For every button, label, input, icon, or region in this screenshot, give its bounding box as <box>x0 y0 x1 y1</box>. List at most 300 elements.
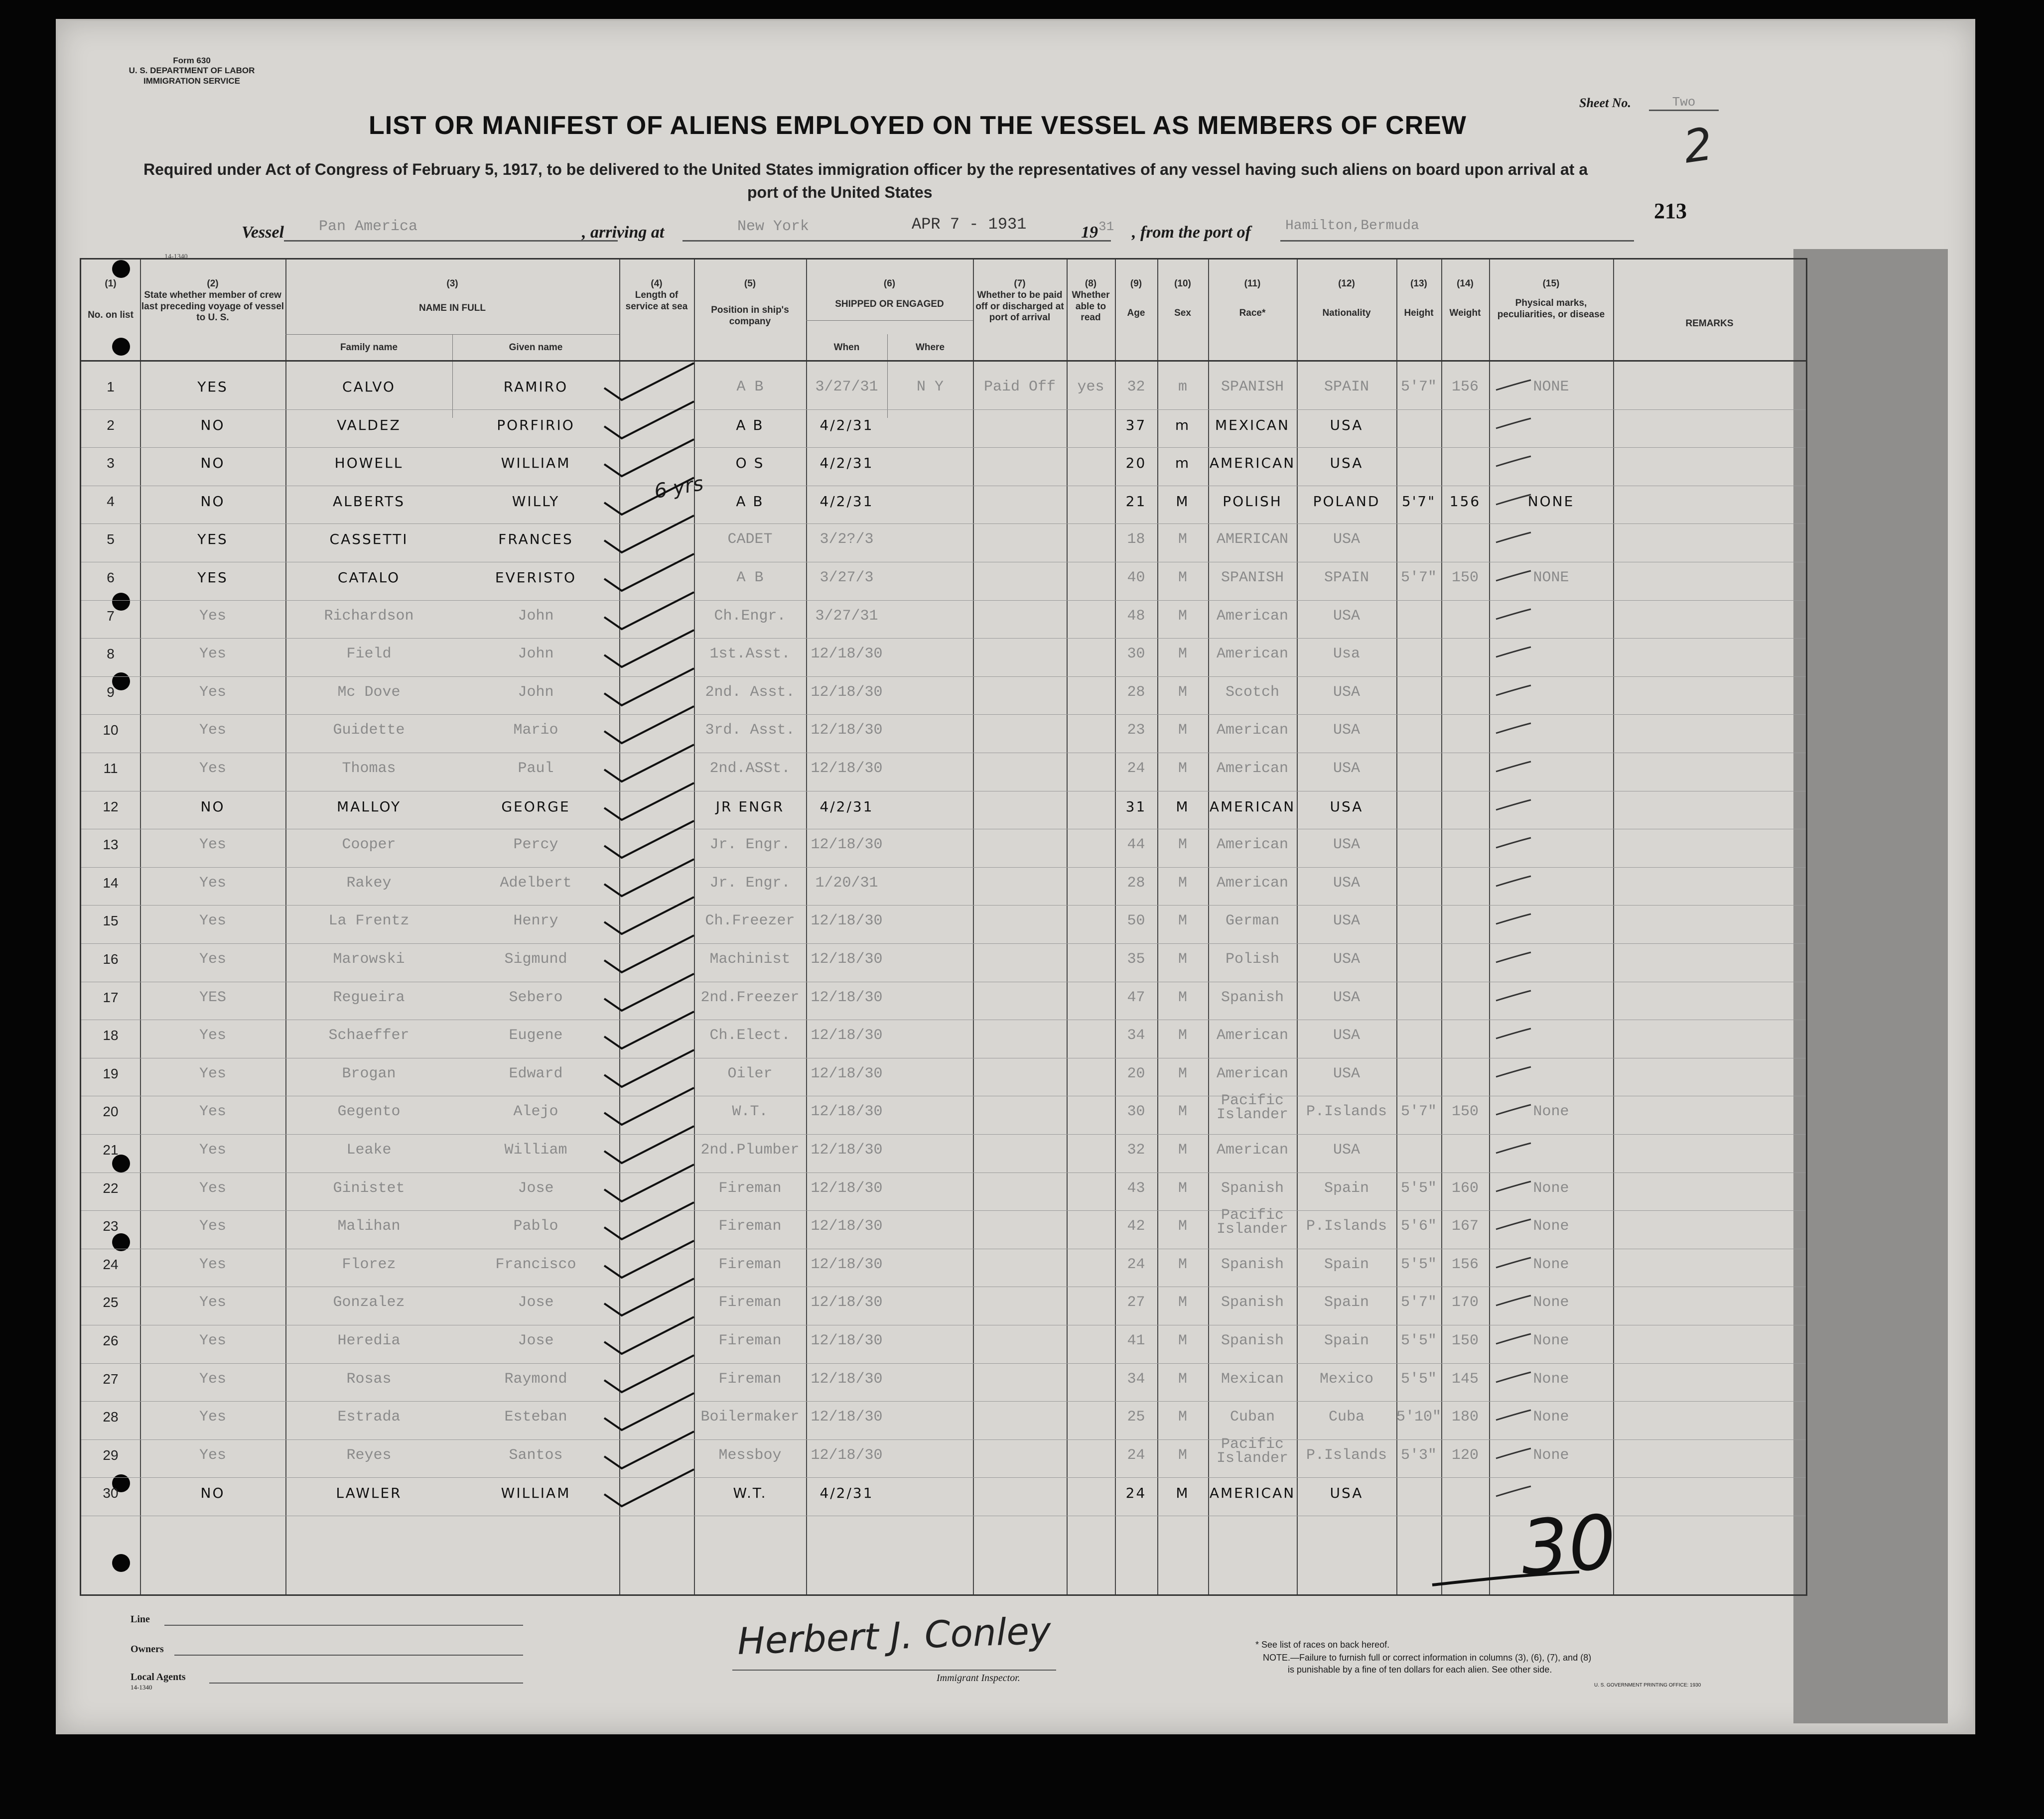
cell-race: AMERICAN <box>1209 455 1296 472</box>
cell-weight: 150 <box>1451 1332 1479 1349</box>
cell-sex: M <box>1178 1370 1187 1388</box>
cell-nat: USA <box>1333 1142 1360 1159</box>
cell-marks: None <box>1533 1179 1569 1197</box>
cell-race: Spanish <box>1221 1256 1284 1273</box>
cell-given: John <box>518 683 554 701</box>
from-port-label: , from the port of <box>1132 223 1251 242</box>
penalty-note-1: NOTE.—Failure to furnish full or correct information in columns (3), (6), (7), and (8) <box>1263 1653 1592 1663</box>
cell-position: 2nd.Freezer <box>700 989 800 1006</box>
cell-given: Mario <box>513 722 558 739</box>
cell-prev: Yes <box>199 836 226 854</box>
marks-tick <box>1494 1140 1534 1160</box>
cell-nat: USA <box>1330 1485 1363 1502</box>
cell-no: 28 <box>103 1409 119 1425</box>
cell-race: American <box>1216 1142 1289 1159</box>
cell-prev: YES <box>197 531 228 548</box>
cell-no: 5 <box>107 531 115 547</box>
cell-race: Pacific Islander <box>1216 1435 1289 1467</box>
marks-tick <box>1494 1445 1534 1465</box>
cell-nat: USA <box>1333 1027 1360 1044</box>
year-value: 31 <box>1098 219 1114 234</box>
cell-when: 12/18/30 <box>811 1446 883 1464</box>
cell-prev: Yes <box>199 1142 226 1159</box>
cell-family: Rakey <box>346 874 392 892</box>
cell-position: JR ENGR <box>715 798 785 815</box>
cell-age: 27 <box>1127 1294 1145 1311</box>
cell-race: American <box>1216 646 1289 663</box>
cell-given: GEORGE <box>501 798 570 815</box>
cell-marks: None <box>1533 1370 1569 1388</box>
marks-tick <box>1494 1216 1534 1236</box>
cell-family: VALDEZ <box>337 416 401 433</box>
cell-family: Leake <box>346 1142 392 1159</box>
cell-given: RAMIRO <box>503 379 568 395</box>
cell-family: Heredia <box>337 1332 401 1349</box>
cell-family: Cooper <box>342 836 396 854</box>
cell-family: Marowski <box>333 951 405 968</box>
cell-nat: P.Islands <box>1306 1103 1387 1121</box>
cell-nat: Spain <box>1324 1179 1369 1197</box>
arriving-label: , arriving at <box>582 223 665 242</box>
cell-given: Paul <box>518 760 554 777</box>
cell-given: WILLIAM <box>501 455 571 472</box>
cell-age: 43 <box>1127 1179 1145 1197</box>
cell-weight: 156 <box>1451 1256 1479 1273</box>
service-label: IMMIGRATION SERVICE <box>143 76 240 86</box>
cell-race: German <box>1225 912 1280 930</box>
cell-nat: USA <box>1333 683 1360 701</box>
cell-weight: 156 <box>1449 493 1481 510</box>
cell-prev: Yes <box>199 951 226 968</box>
cell-nat: P.Islands <box>1306 1446 1387 1464</box>
cell-nat: SPAIN <box>1324 569 1369 586</box>
marks-tick <box>1494 873 1534 893</box>
marks-tick <box>1494 1483 1534 1503</box>
cell-marks: None <box>1533 1256 1569 1273</box>
cell-age: 35 <box>1127 951 1145 968</box>
marks-tick <box>1494 1331 1534 1351</box>
cell-when: 3/2?/3 <box>819 531 874 548</box>
cell-when: 12/18/30 <box>811 1103 883 1121</box>
form-id-block <box>102 56 281 86</box>
cell-no: 1 <box>107 379 115 394</box>
cell-no: 30 <box>103 1485 119 1501</box>
sheet-handwritten-number: 2 <box>1680 118 1716 174</box>
col-12-header: (12) Nationality <box>1322 278 1371 318</box>
cell-when: 1/20/31 <box>815 874 878 892</box>
cell-race: American <box>1216 722 1289 739</box>
cell-height: 5'7" <box>1400 569 1437 586</box>
cell-sex: M <box>1178 1065 1187 1082</box>
cell-prev: Yes <box>199 1218 226 1235</box>
cell-no: 18 <box>103 1028 119 1043</box>
marks-tick <box>1494 1407 1534 1427</box>
cell-no: 2 <box>107 417 115 433</box>
cell-no: 19 <box>103 1065 119 1081</box>
cell-age: 23 <box>1127 722 1145 739</box>
cell-position: W.T. <box>733 1485 767 1502</box>
cell-position: Fireman <box>718 1332 782 1349</box>
page-title: LIST OR MANIFEST OF ALIENS EMPLOYED ON THE VESSEL AS MEMBERS OF CREW <box>369 111 1467 140</box>
cell-no: 6 <box>107 570 115 585</box>
cell-given: WILLIAM <box>501 1485 571 1502</box>
cell-when: 12/18/30 <box>811 683 883 701</box>
cell-prev: Yes <box>199 1370 226 1388</box>
cell-when: 4/2/31 <box>819 455 874 472</box>
cell-age: 50 <box>1127 912 1145 930</box>
department-label: U. S. DEPARTMENT OF LABOR <box>129 66 255 76</box>
cell-when: 12/18/30 <box>811 646 883 663</box>
cell-when: 12/18/30 <box>811 1409 883 1426</box>
cell-height: 5'5" <box>1400 1370 1437 1388</box>
cell-height: 5'7" <box>1400 1294 1437 1311</box>
signature-caption: Immigrant Inspector. <box>937 1673 1020 1684</box>
cell-race: Mexican <box>1221 1370 1284 1388</box>
printer-imprint: U. S. GOVERNMENT PRINTING OFFICE: 1930 <box>1594 1683 1701 1688</box>
cell-prev: Yes <box>199 722 226 739</box>
cell-weight: 150 <box>1451 1103 1479 1121</box>
cell-family: Thomas <box>342 760 396 777</box>
cell-prev: YES <box>199 989 226 1006</box>
cell-family: ALBERTS <box>333 493 405 510</box>
cell-given: Edward <box>509 1065 563 1082</box>
cell-when: 12/18/30 <box>811 1065 883 1082</box>
cell-position: Fireman <box>718 1370 782 1388</box>
cell-age: 42 <box>1127 1218 1145 1235</box>
marks-tick <box>1494 1064 1534 1084</box>
crew-table <box>80 258 1807 1596</box>
cell-family: La Frentz <box>328 912 409 930</box>
cell-given: Percy <box>513 836 558 854</box>
cell-age: 41 <box>1127 1332 1145 1349</box>
cell-position: Ch.Freezer <box>705 912 795 930</box>
cell-given: Pablo <box>513 1218 558 1235</box>
cell-family: Schaeffer <box>328 1027 409 1044</box>
cell-position: A B <box>736 379 764 395</box>
col-3-header: (3) NAME IN FULL <box>418 278 486 313</box>
cell-nat: POLAND <box>1313 493 1380 510</box>
cell-given: Santos <box>509 1446 563 1464</box>
service-checkmark <box>599 1465 699 1510</box>
cell-position: Boilermaker <box>700 1409 800 1426</box>
cell-age: 47 <box>1127 989 1145 1006</box>
cell-given: PORFIRIO <box>497 416 575 433</box>
cell-marks: None <box>1533 1409 1569 1426</box>
cell-race: AMERICAN <box>1209 1485 1296 1502</box>
marks-tick <box>1494 720 1534 740</box>
marks-tick <box>1494 1255 1534 1275</box>
cell-no: 25 <box>103 1295 119 1310</box>
cell-age: 20 <box>1127 1065 1145 1082</box>
inspector-signature: Herbert J. Conley <box>736 1609 1052 1663</box>
cell-race: American <box>1216 1065 1289 1082</box>
where-header: Where <box>915 342 945 353</box>
cell-when: 12/18/30 <box>811 722 883 739</box>
cell-family: CATALO <box>337 569 401 586</box>
cell-age: 24 <box>1127 1256 1145 1273</box>
cell-position: Ch.Elect. <box>709 1027 791 1044</box>
cell-marks: None <box>1533 1294 1569 1311</box>
cell-nat: USA <box>1333 836 1360 854</box>
cell-when: 3/27/31 <box>815 607 878 625</box>
cell-prev: Yes <box>199 1446 226 1464</box>
cell-given: Esteban <box>504 1409 567 1426</box>
cell-height: 5'7" <box>1400 1103 1437 1121</box>
cell-family: Gonzalez <box>333 1294 405 1311</box>
cell-sex: M <box>1178 989 1187 1006</box>
col-11-header: (11) Race* <box>1239 278 1266 318</box>
cell-given: FRANCES <box>498 531 573 548</box>
cell-nat: USA <box>1333 722 1360 739</box>
cell-sex: M <box>1176 798 1190 815</box>
cell-prev: Yes <box>199 874 226 892</box>
cell-weight: 160 <box>1451 1179 1479 1197</box>
cell-prev: Yes <box>199 760 226 777</box>
cell-race: Spanish <box>1221 1332 1284 1349</box>
cell-sex: M <box>1178 1256 1187 1273</box>
cell-prev: Yes <box>199 1027 226 1044</box>
cell-prev: Yes <box>199 1332 226 1349</box>
cell-when: 4/2/31 <box>819 1485 874 1502</box>
cell-nat: SPAIN <box>1324 379 1369 395</box>
cell-when: 12/18/30 <box>811 1332 883 1349</box>
cell-prev: Yes <box>199 1179 226 1197</box>
cell-marks: NONE <box>1533 379 1569 395</box>
cell-weight: 170 <box>1451 1294 1479 1311</box>
cell-age: 30 <box>1127 646 1145 663</box>
cell-given: Henry <box>513 912 558 930</box>
cell-given: Francisco <box>495 1256 576 1273</box>
local-agents-label: Local Agents <box>131 1672 186 1683</box>
cell-sex: M <box>1178 569 1187 586</box>
subtitle-line-2: port of the United States <box>747 183 933 201</box>
cell-race: Polish <box>1225 951 1280 968</box>
cell-no: 3 <box>107 455 115 471</box>
cell-nat: Spain <box>1324 1332 1369 1349</box>
cell-age: 24 <box>1127 1446 1145 1464</box>
cell-position: Fireman <box>718 1294 782 1311</box>
cell-given: William <box>504 1142 567 1159</box>
cell-prev: NO <box>200 798 225 815</box>
cell-marks: None <box>1533 1218 1569 1235</box>
cell-read: yes <box>1077 379 1104 395</box>
cell-when: 12/18/30 <box>811 1294 883 1311</box>
cell-position: 2nd.Plumber <box>700 1142 800 1159</box>
cell-no: 22 <box>103 1180 119 1196</box>
cell-position: Ch.Engr. <box>714 607 786 625</box>
cell-age: 34 <box>1127 1370 1145 1388</box>
cell-when: 12/18/30 <box>811 760 883 777</box>
cell-marks: None <box>1533 1446 1569 1464</box>
cell-position: Fireman <box>718 1256 782 1273</box>
cell-no: 29 <box>103 1447 119 1463</box>
cell-family: LAWLER <box>336 1485 402 1502</box>
cell-race: American <box>1216 607 1289 625</box>
cell-given: Jose <box>518 1179 554 1197</box>
marks-tick <box>1494 1178 1534 1198</box>
cell-nat: Usa <box>1333 646 1360 663</box>
cell-family: CASSETTI <box>329 531 409 548</box>
cell-position: Jr. Engr. <box>709 836 791 854</box>
arrival-port: New York <box>682 218 922 242</box>
cell-nat: USA <box>1333 874 1360 892</box>
marks-tick <box>1494 529 1534 549</box>
cell-given: Sigmund <box>504 951 567 968</box>
cell-age: 37 <box>1125 416 1147 433</box>
cell-nat: USA <box>1333 1065 1360 1082</box>
cell-sex: M <box>1178 683 1187 701</box>
cell-given: Raymond <box>504 1370 567 1388</box>
cell-when: 12/18/30 <box>811 912 883 930</box>
cell-given: Jose <box>518 1294 554 1311</box>
cell-height: 5'7" <box>1401 493 1436 510</box>
cell-sex: M <box>1178 1332 1187 1349</box>
col-10-header: (10) Sex <box>1174 278 1191 318</box>
cell-no: 10 <box>103 722 119 738</box>
cell-position: 2nd. Asst. <box>705 683 795 701</box>
cell-height: 5'3" <box>1400 1446 1437 1464</box>
cell-position: Oiler <box>727 1065 773 1082</box>
cell-family: Ginistet <box>333 1179 405 1197</box>
cell-nat: USA <box>1330 416 1363 433</box>
cell-height: 5'7" <box>1400 379 1437 395</box>
cell-position: Fireman <box>718 1218 782 1235</box>
cell-prev: Yes <box>199 607 226 625</box>
cell-nat: USA <box>1333 607 1360 625</box>
backing-sheet-edge <box>1793 249 1948 1723</box>
cell-sex: M <box>1178 607 1187 625</box>
form-number: Form 630 <box>173 56 211 65</box>
cell-height: 5'5" <box>1400 1332 1437 1349</box>
cell-no: 11 <box>103 761 118 776</box>
cell-position: O S <box>735 455 765 472</box>
cell-weight: 145 <box>1451 1370 1479 1388</box>
cell-position: A B <box>736 569 764 586</box>
sheet-label: Sheet No. <box>1579 96 1631 110</box>
marks-tick <box>1494 644 1534 664</box>
cell-no: 15 <box>103 913 119 929</box>
col-14-header: (14) Weight <box>1449 278 1481 318</box>
owners-label: Owners <box>131 1644 164 1655</box>
cell-age: 28 <box>1127 683 1145 701</box>
cell-family: Estrada <box>337 1409 401 1426</box>
cell-age: 32 <box>1127 379 1145 395</box>
marks-tick <box>1494 797 1534 817</box>
cell-age: 31 <box>1125 798 1147 815</box>
cell-prev: Yes <box>199 1294 226 1311</box>
marks-tick <box>1494 568 1534 588</box>
cell-age: 18 <box>1127 531 1145 548</box>
stamp-number: 213 <box>1654 199 1687 223</box>
cell-given: John <box>518 607 554 625</box>
col-9-header: (9) Age <box>1127 278 1145 318</box>
col-6-header: (6) SHIPPED OR ENGAGED <box>835 278 944 309</box>
cell-no: 27 <box>103 1371 119 1387</box>
cell-position: 1st.Asst. <box>709 646 791 663</box>
cell-family: Gegento <box>337 1103 401 1121</box>
cell-family: Malihan <box>337 1218 401 1235</box>
cell-age: 20 <box>1125 455 1147 472</box>
cell-nat: USA <box>1333 912 1360 930</box>
cell-family: Rosas <box>346 1370 392 1388</box>
cell-sex: m <box>1175 416 1191 433</box>
cell-sex: M <box>1178 836 1187 854</box>
cell-race: American <box>1216 760 1289 777</box>
col-13-header: (13) Height <box>1404 278 1434 318</box>
cell-nat: USA <box>1333 989 1360 1006</box>
col-4-header: (4) Length of service at sea <box>625 278 688 312</box>
line-label: Line <box>131 1614 150 1625</box>
cell-marks: NONE <box>1533 569 1569 586</box>
cell-prev: YES <box>197 569 228 586</box>
form-code: 14-1340 <box>164 253 188 260</box>
marks-tick <box>1494 835 1534 855</box>
subtitle-line-1: Required under Act of Congress of February 5, 1917, to be delivered to the United States immigration officer by the representatives of any vessel having such aliens on board upon arrival at a <box>143 160 1588 178</box>
cell-nat: Mexico <box>1319 1370 1374 1388</box>
penalty-note-2: is punishable by a fine of ten dollars for each alien. See other side. <box>1288 1665 1552 1675</box>
cell-no: 26 <box>103 1333 119 1348</box>
cell-no: 12 <box>103 798 119 814</box>
cell-when: 3/27/31 <box>815 379 878 395</box>
cell-family: Regueira <box>333 989 405 1006</box>
cell-sex: M <box>1178 1409 1187 1426</box>
cell-nat: USA <box>1330 455 1363 472</box>
marks-tick <box>1494 1026 1534 1045</box>
cell-race: Spanish <box>1221 1179 1284 1197</box>
cell-when: 12/18/30 <box>811 1179 883 1197</box>
departure-port: Hamilton,Bermuda <box>1280 218 1634 242</box>
cell-nat: Cuba <box>1328 1409 1364 1426</box>
marks-tick <box>1494 415 1534 435</box>
cell-family: Richardson <box>324 607 414 625</box>
cell-when: 3/27/3 <box>819 569 874 586</box>
marks-tick <box>1494 1369 1534 1389</box>
cell-marks: None <box>1533 1332 1569 1349</box>
cell-prev: Yes <box>199 1103 226 1121</box>
cell-height: 5'5" <box>1400 1256 1437 1273</box>
year-prefix: 19 <box>1081 223 1098 242</box>
arrival-date-stamp: APR 7 - 1931 <box>882 215 1111 242</box>
col-5-header: (5) Position in ship's company <box>711 278 789 327</box>
cell-given: John <box>518 646 554 663</box>
cell-race: Cuban <box>1229 1409 1275 1426</box>
cell-age: 25 <box>1127 1409 1145 1426</box>
cell-prev: NO <box>200 493 225 510</box>
cell-sex: M <box>1178 531 1187 548</box>
marks-tick <box>1494 1102 1534 1122</box>
cell-sex: M <box>1178 874 1187 892</box>
cell-sex: M <box>1176 493 1190 510</box>
cell-race: Pacific Islander <box>1216 1092 1289 1124</box>
cell-race: Scotch <box>1225 683 1280 701</box>
cell-when: 12/18/30 <box>811 989 883 1006</box>
cell-where: N Y <box>916 379 944 395</box>
cell-weight: 180 <box>1451 1409 1479 1426</box>
cell-position: A B <box>736 493 764 510</box>
cell-sex: M <box>1178 912 1187 930</box>
cell-sex: m <box>1175 455 1191 472</box>
cell-when: 12/18/30 <box>811 1256 883 1273</box>
cell-prev: NO <box>200 416 225 433</box>
sheet-number: Two <box>1649 95 1719 111</box>
vessel-name: Pan America <box>284 218 618 242</box>
cell-given: Jose <box>518 1332 554 1349</box>
cell-sex: M <box>1178 760 1187 777</box>
cell-service: 6 yrs <box>652 472 705 504</box>
col-1-header: (1) No. on list <box>88 278 134 320</box>
cell-no: 8 <box>107 646 115 662</box>
cell-sex: M <box>1178 1142 1187 1159</box>
